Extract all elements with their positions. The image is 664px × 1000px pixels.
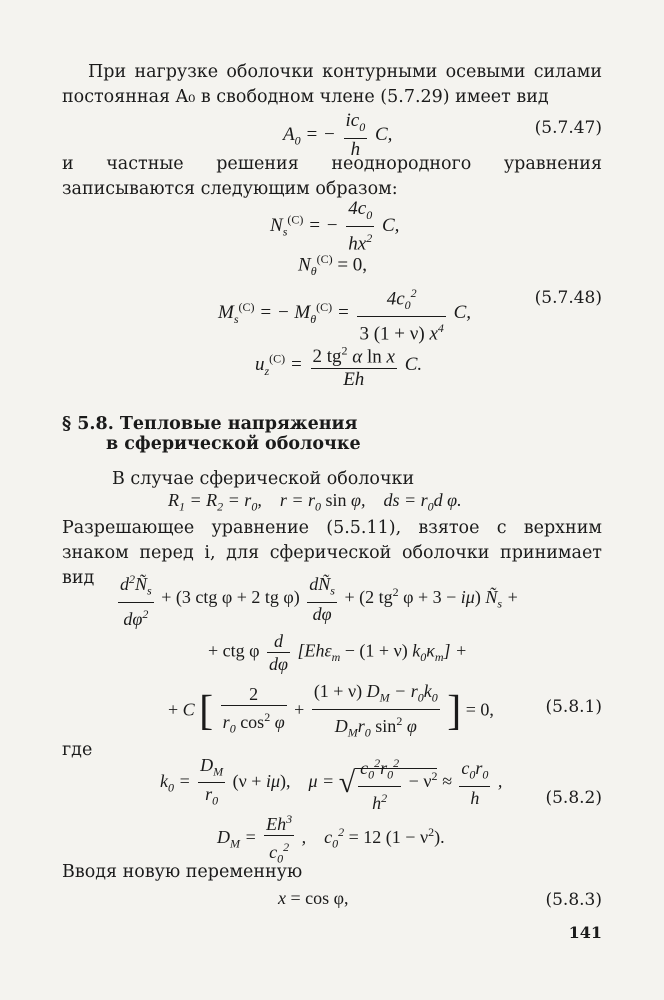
equation-number-5-7-47: (5.7.47)	[534, 118, 602, 138]
equation-5-8-1-line2: + ctg φ $\frac{d}{d\varphi}$ [Ehε$_т$ − (1 + ν) $k_0\kappa_т$] +	[208, 631, 468, 674]
equation-5-8-1-line1: $\frac{d^2Ñ_s}{d\varphi^2}$ + (3 ctg φ + 2 tg φ) $\frac{dÑ_s}{d\varphi}$ + (2 $tg^2$ φ + 3 − iμ) $Ñ_s$ +	[115, 568, 519, 630]
equation-5-8-3: x = cos φ,	[278, 888, 349, 908]
equation-number-5-8-1: (5.8.1)	[545, 697, 602, 717]
section-heading-line1: § 5.8. Тепловые напряжения	[62, 414, 358, 434]
equation-number-5-8-3: (5.8.3)	[545, 890, 602, 910]
equation-DM-c0: $D_M$ = $\frac{Eh^3}{c_0^2}$ , $c_0^2 = 12$ $(1 - \nu^2)$.	[217, 808, 445, 870]
sphere-case-text: В случае сферической оболочки	[112, 469, 415, 489]
where-text: где	[62, 740, 93, 760]
intro-paragraph: При нагрузке оболочки контурными осевыми силами постоянная A₀ в свободном члене (5.7.29) имеет вид	[62, 62, 602, 107]
equation-5-8-1-line3: + C [ $\frac{2}{r_0 \cos^2 \varphi}$ + $\frac{(1 + \nu) D_M - r_0k_0}{D_Mr_0 \sin^2 \varphi}$ ] = 0,	[168, 681, 494, 740]
section-heading-line2: в сферической оболочке	[106, 434, 361, 454]
new-variable-text: Вводя новую переменную	[62, 862, 303, 882]
equation-5-7-47: $A_0$ = − $\frac{ic_0}{h}$ C,	[283, 110, 393, 160]
equation-number-5-7-48: (5.7.48)	[534, 288, 602, 308]
equation-Ntheta: $N_\theta^{(C)} = 0$,	[298, 252, 368, 279]
paragraph-after-47: и частные решения неоднородного уравнения записываются следующим образом:	[62, 154, 602, 199]
equation-Ns: $N_s^{(C)}$ = − $\frac{4c_0}{hx^2}$ C,	[270, 198, 400, 255]
page-number: 141	[568, 923, 602, 942]
resolving-paragraph: Разрешающее уравнение (5.5.11), взятое с верхним знаком перед i, для сферической оболочки принимает вид	[62, 518, 602, 588]
equation-k0-mu: $k_0$ = $\frac{D_M}{r_0}$ (ν + iμ), μ = √ $\frac{c_0^2r_0^2}{h^2}$ − $\nu^2$ ≈ $\frac{c_0r_0}{h}$ ,	[160, 752, 502, 814]
equation-Ms: $M_s^{(C)}$ = − $M_\theta^{(C)}$ = $\frac{4c_0^2}{3 (1 + \nu) x^4}$ C,	[218, 282, 471, 345]
equation-number-5-8-2: (5.8.2)	[545, 788, 602, 808]
equation-uz: $u_z^{(C)}$ = $\frac{2 tg^2 \alpha \ln x}{Eh}$ C.	[255, 340, 422, 391]
equation-sphere-geometry: $R_1 = R_2 = r_0$, $r = r_0$ sin φ, ds = $r_0d$ φ.	[168, 490, 462, 514]
